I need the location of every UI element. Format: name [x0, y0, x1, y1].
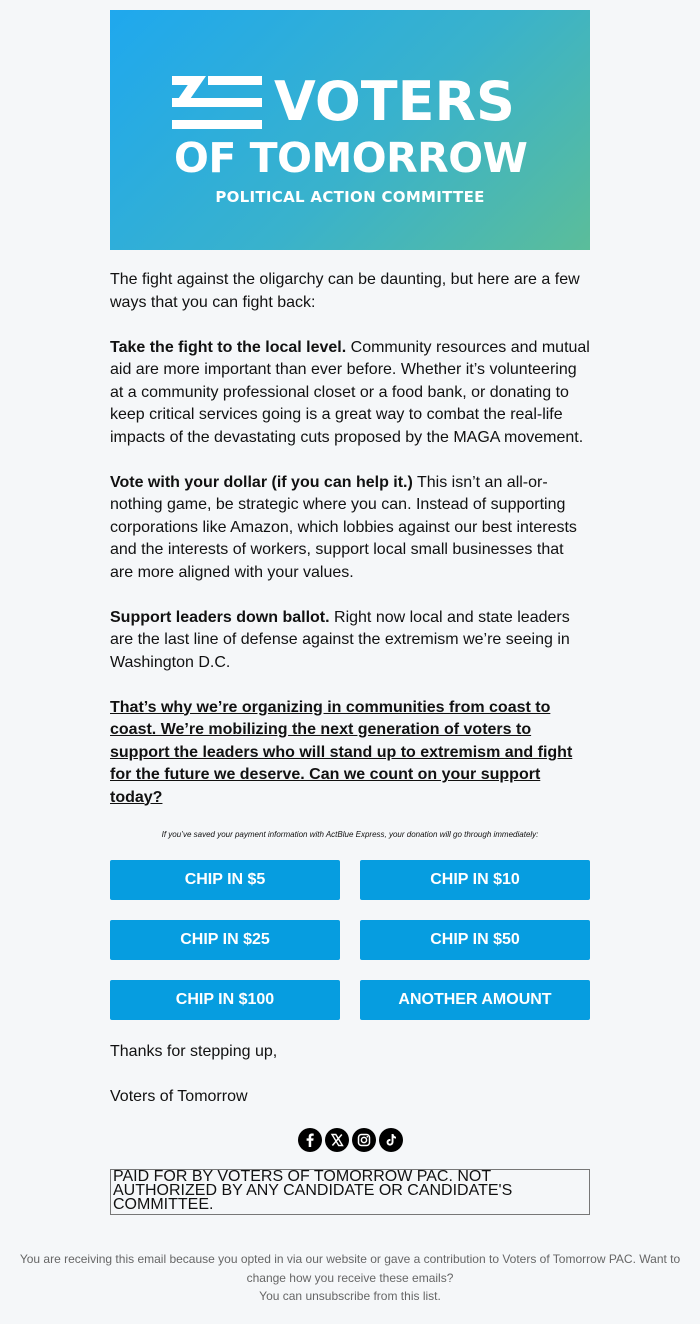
logo-mark-icon	[170, 74, 262, 132]
instagram-icon[interactable]	[352, 1128, 376, 1152]
paragraph-ballot	[110, 607, 590, 675]
facebook-icon[interactable]	[298, 1128, 322, 1152]
logo-subtitle: POLITICAL ACTION COMMITTEE	[215, 188, 485, 206]
paragraph-text: Right now local and state leaders are the last line of defense against the extremism we’re seeing in Washington D.C.	[110, 608, 570, 671]
x-icon[interactable]	[325, 1128, 349, 1152]
footer	[0, 1250, 700, 1306]
header-banner	[110, 10, 590, 250]
intro-paragraph: The fight against the oligarchy can be daunting, but here are a few ways that you can fight back:	[110, 271, 580, 311]
paragraph-text: This isn’t an all-or-nothing game, be strategic where you can. Instead of supporting corporations like Amazon, which lobbies against our best interests and the interests of workers, support local small businesses that are more aligned with your values.	[110, 473, 577, 581]
paragraph-lead: Vote with your dollar (if you can help it.)	[110, 473, 413, 491]
unsubscribe-link[interactable]: You can unsubscribe from this list.	[259, 1289, 441, 1303]
paragraph-text: Community resources and mutual aid are more important than ever before. Whether it’s volunteering at a community professional closet or a food bank, or donating to keep critical services going is a great way to combat the real-life impacts of the devastating cuts proposed by the MAGA movement.	[110, 338, 590, 446]
another-amount-button[interactable]: ANOTHER AMOUNT	[360, 980, 590, 1020]
signoff-text: Voters of Tomorrow	[110, 1088, 248, 1105]
paragraph-local	[110, 337, 590, 450]
chip-in-5-button[interactable]: CHIP IN $5	[110, 860, 340, 900]
logo-title-line2: OF TOMORROW	[174, 134, 528, 182]
email-body	[110, 10, 590, 1215]
chip-in-25-button[interactable]: CHIP IN $25	[110, 920, 340, 960]
social-links	[110, 1128, 590, 1152]
chip-in-100-button[interactable]: CHIP IN $100	[110, 980, 340, 1020]
donation-buttons	[110, 860, 590, 1020]
cta-link[interactable]: That’s why we’re organizing in communities from coast to coast. We’re mobilizing the next generation of voters to support the leaders who will stand up to extremism and fight for the future we deserve. Can we count on your support today?	[110, 698, 573, 806]
actblue-express-note: If you’ve saved your payment information with ActBlue Express, your donation will go through immediately:	[161, 830, 539, 839]
paragraph-lead: Take the fight to the local level.	[110, 338, 347, 356]
thanks-text: Thanks for stepping up,	[110, 1043, 278, 1060]
logo-title-line1: VOTERS	[274, 70, 515, 133]
paid-for-disclaimer: PAID FOR BY VOTERS OF TOMORROW PAC. NOT AUTHORIZED BY ANY CANDIDATE OR CANDIDATE'S COMMITTEE.	[110, 1169, 590, 1215]
paragraph-dollar	[110, 472, 590, 585]
chip-in-10-button[interactable]: CHIP IN $10	[360, 860, 590, 900]
footer-notice: You are receiving this email because you opted in via our website or gave a contribution to Voters of Tomorrow PAC. Want to change how you receive these emails?	[19, 1252, 681, 1285]
paragraph-lead: Support leaders down ballot.	[110, 608, 330, 626]
tiktok-icon[interactable]	[379, 1128, 403, 1152]
chip-in-50-button[interactable]: CHIP IN $50	[360, 920, 590, 960]
